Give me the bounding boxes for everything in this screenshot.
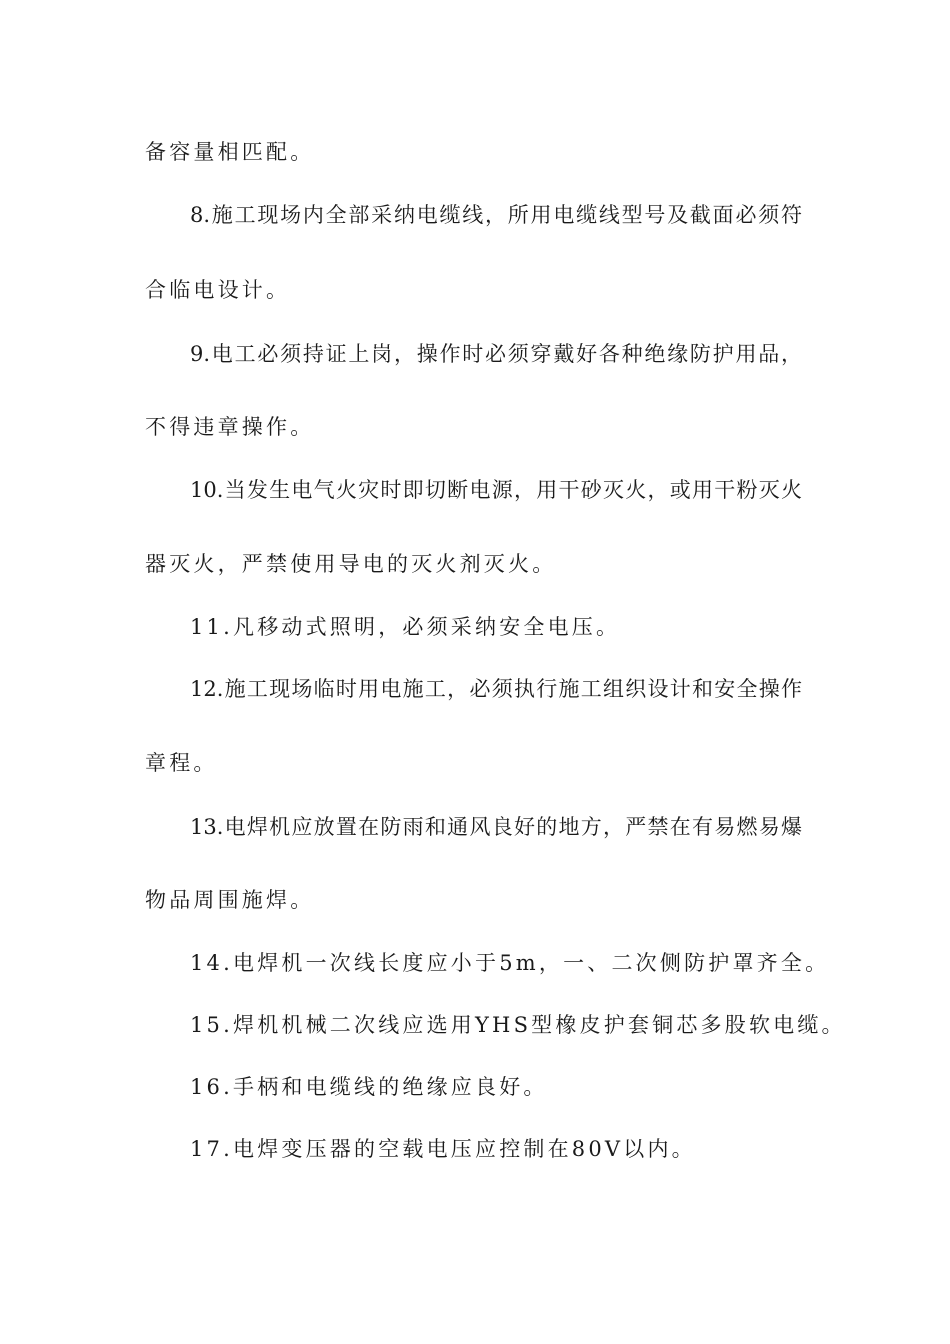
- text-line-3: 合临电设计。: [145, 278, 291, 302]
- text-line-2: 8.施工现场内全部采纳电缆线，所用电缆线型号及截面必须符: [190, 203, 802, 227]
- text-line-7: 器灭火，严禁使用导电的灭火剂灭火。: [145, 552, 557, 576]
- text-line-9: 12.施工现场临时用电施工，必须执行施工组织设计和安全操作: [190, 677, 802, 701]
- text-line-16: 17.电焊变压器的空载电压应控制在80V以内。: [190, 1137, 696, 1161]
- text-line-11: 13.电焊机应放置在防雨和通风良好的地方，严禁在有易燃易爆: [190, 815, 802, 839]
- text-line-1: 备容量相匹配。: [145, 140, 315, 164]
- text-line-4: 9.电工必须持证上岗，操作时必须穿戴好各种绝缘防护用品，: [190, 342, 802, 366]
- text-line-5: 不得违章操作。: [145, 415, 315, 439]
- text-line-13: 14.电焊机一次线长度应小于5m，一、二次侧防护罩齐全。: [190, 951, 830, 975]
- text-line-10: 章程。: [145, 751, 218, 775]
- text-line-12: 物品周围施焊。: [145, 888, 315, 912]
- text-line-6: 10.当发生电气火灾时即切断电源，用干砂灭火，或用干粉灭火: [190, 478, 802, 502]
- text-line-14: 15.焊机机械二次线应选用YHS型橡皮护套铜芯多股软电缆。: [190, 1013, 846, 1037]
- text-line-15: 16.手柄和电缆线的绝缘应良好。: [190, 1075, 548, 1099]
- text-line-8: 11.凡移动式照明，必须采纳安全电压。: [190, 615, 621, 639]
